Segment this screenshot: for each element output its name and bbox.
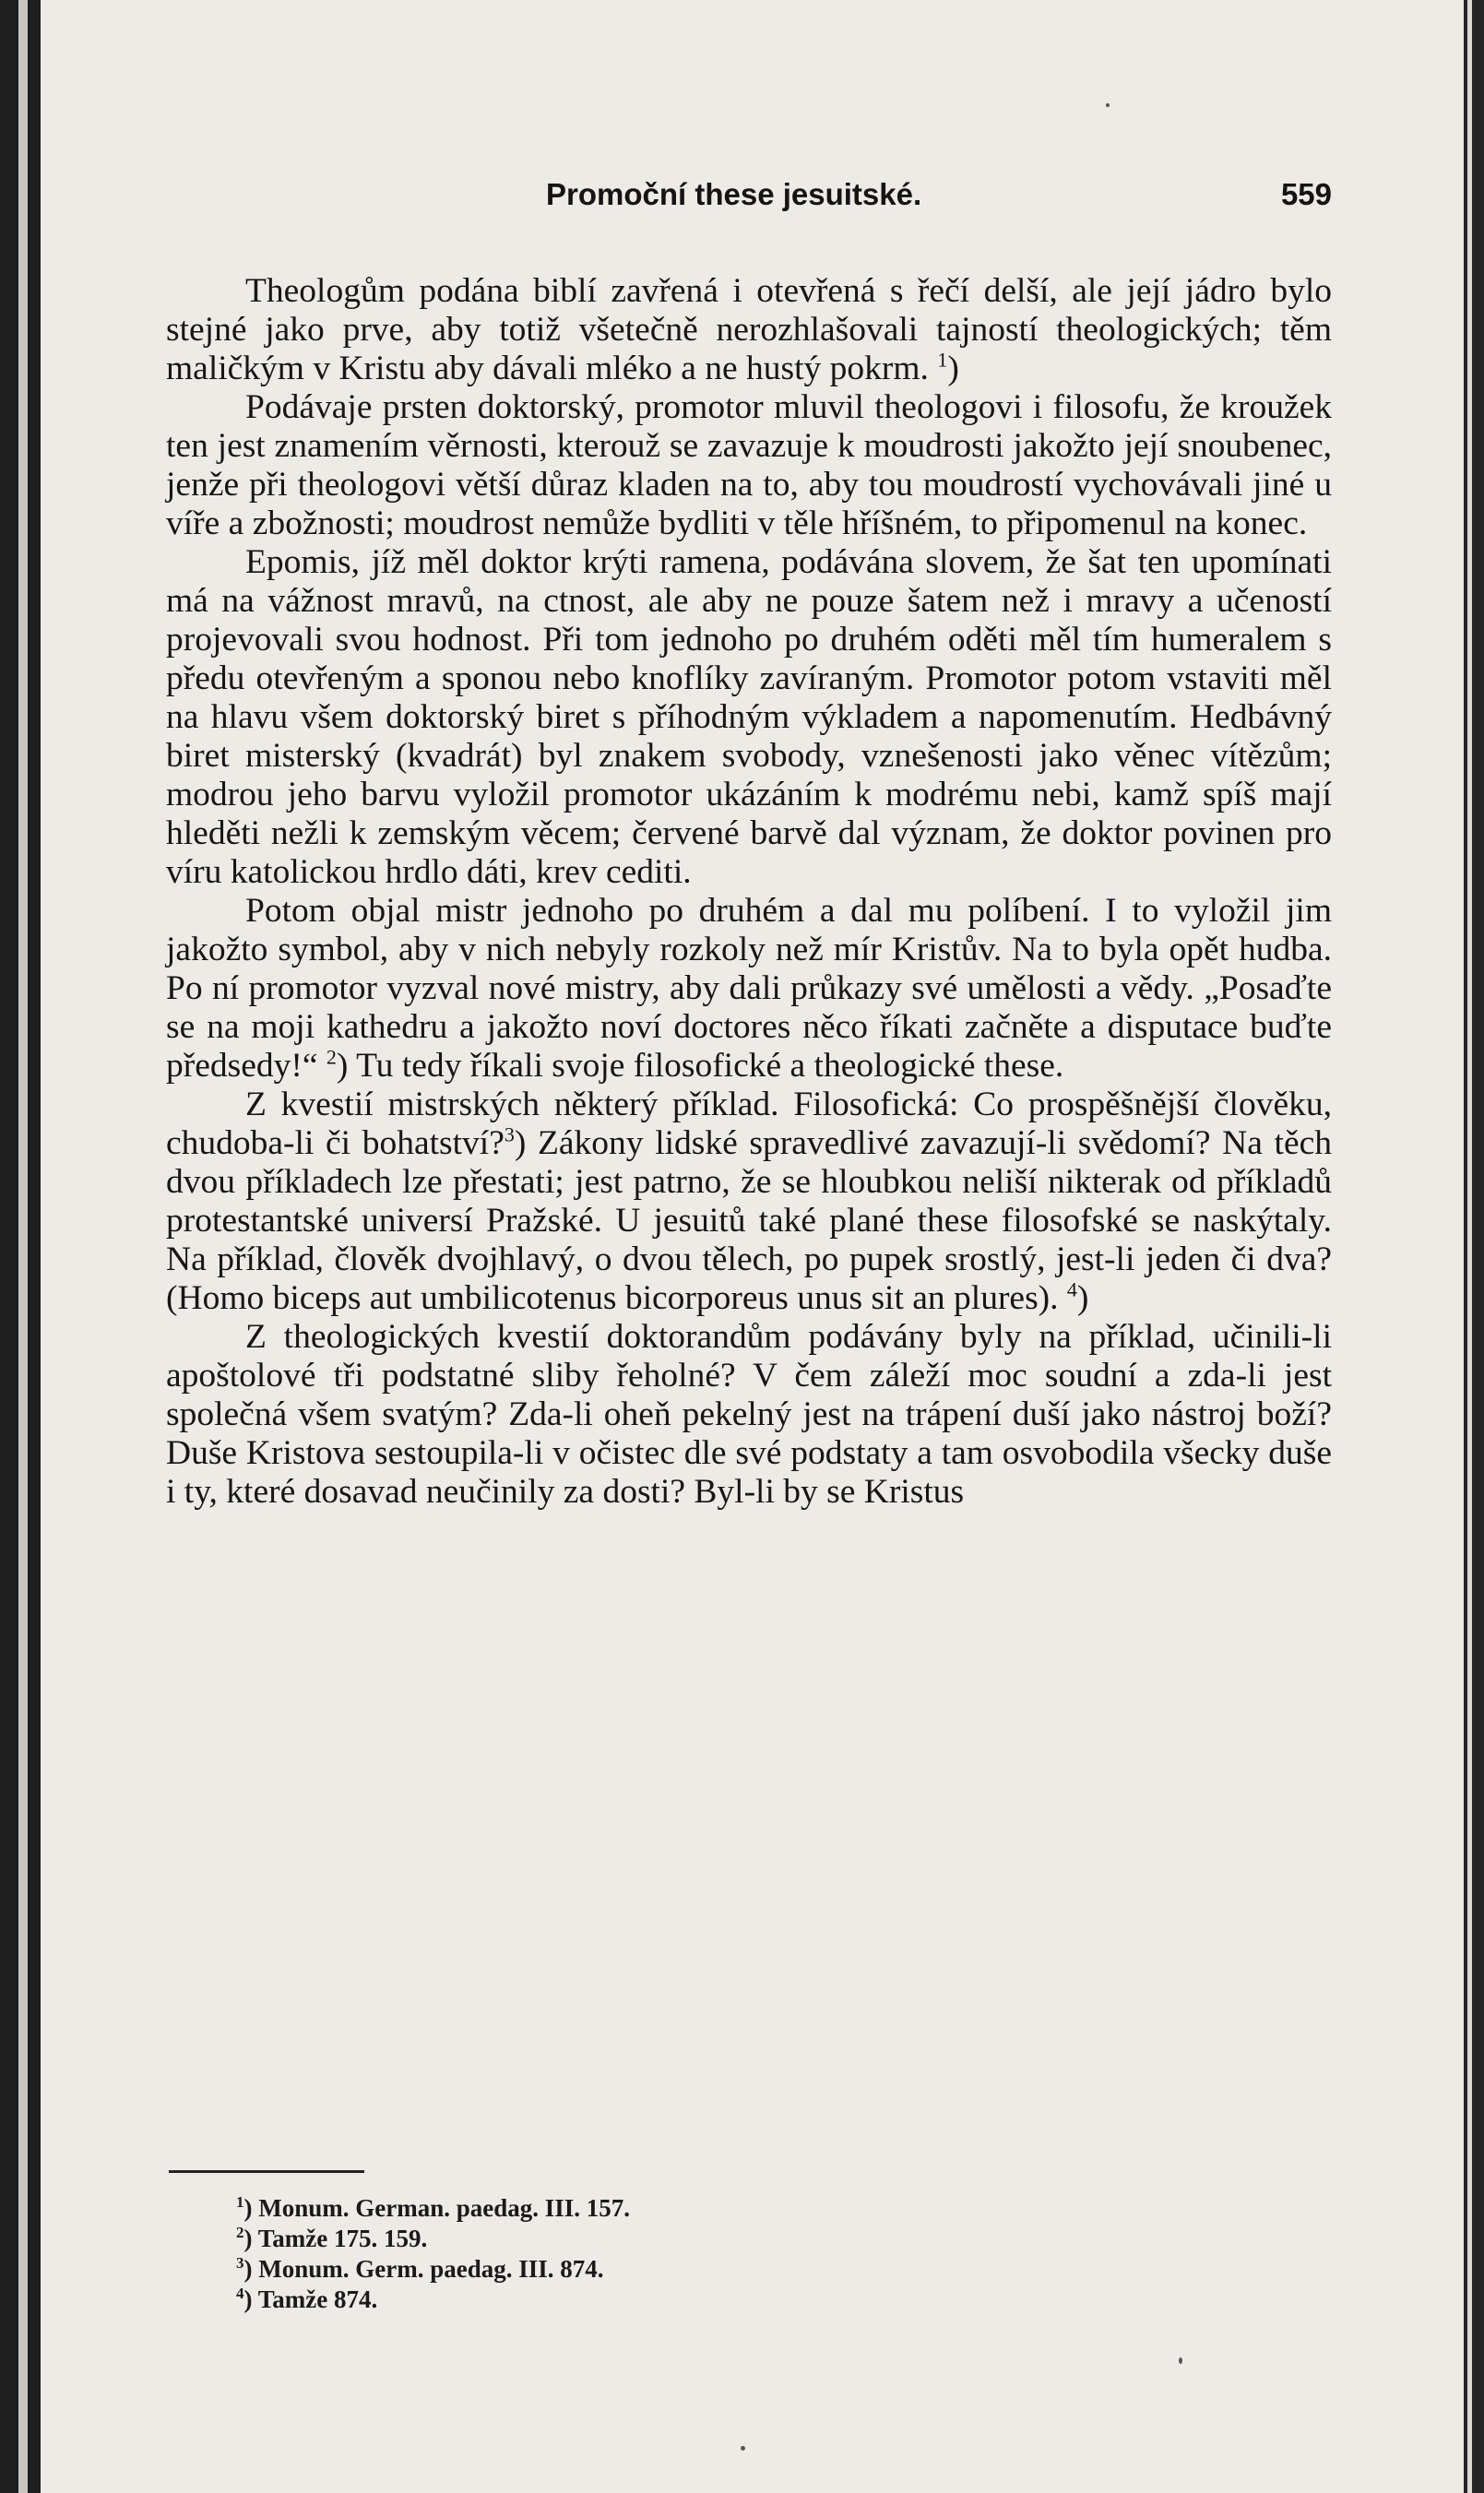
paragraph bbox=[166, 543, 1332, 892]
footnote bbox=[236, 2285, 1158, 2315]
footnote bbox=[236, 2254, 1158, 2285]
paragraph bbox=[166, 892, 1332, 1086]
paragraph-text: Z kvestií mistrských některý příklad. Filosofická: Co prospěšnější člověku, chudoba-li či bohatství? bbox=[166, 1086, 1332, 1162]
main-text bbox=[166, 272, 1332, 1512]
footnote-reference: 3 bbox=[504, 1122, 515, 1146]
paragraph-text: Z theologických kvestií doktorandům podávány byly na příklad, učinili-li apoštolové tři podstatné sliby řeholné? V čem záleží moc soudní a zda-li jest společná všem svatým? Zda-li oheň pekelný jest na trápení duší jako nástroj boží? Duše Kristova sestoupila-li v očistec dle své podstaty a tam osvobodila všecky duše i ty, které dosavad neučinily za dosti? Byl-li by se Kristus bbox=[166, 1318, 1332, 1511]
footnote-reference: 4 bbox=[1066, 1277, 1077, 1301]
footnote-mark: 3 bbox=[236, 2254, 244, 2272]
paragraph-text: Epomis, jíž měl doktor krýti ramena, podávána slovem, že šat ten upomínati má na vážnost mravů, na ctnost, ale aby ne pouze šatem než i mravy a učeností projevovali svou hodnost. Při tom jednoho po druhém oděti měl tím humeralem s předu otevřeným a sponou nebo knoflíky zavíraným. Promotor potom vstaviti měl na hlavu všem doktorský biret s příhodným výkladem a napomenutím. Hedbávný biret misterský (kvadrát) byl znakem svobody, vznešenosti jako věnec vítězům; modrou jeho barvu vyložil promotor ukázáním k modrému nebi, kamž spíš mají hleděti nežli k zemským věcem; červené barvě dal význam, že doktor povinen pro víru katolickou hrdlo dáti, krev ceditі. bbox=[166, 543, 1332, 891]
page-right-edge bbox=[1464, 0, 1484, 2493]
book-binding-edge bbox=[0, 0, 41, 2493]
paragraph bbox=[166, 1318, 1332, 1512]
print-speck bbox=[741, 2446, 745, 2451]
footnote-text: ) Tamže 874. bbox=[243, 2285, 378, 2313]
paragraph bbox=[166, 1086, 1332, 1318]
print-speck bbox=[1106, 103, 1110, 107]
footnote-mark: 2 bbox=[236, 2224, 244, 2241]
running-title: Promoční these jesuitské. bbox=[546, 177, 922, 211]
paragraph-text: Theologům podána biblí zavřená i otevřená s řečí delší, ale její jádro bylo stejné jako prve, aby totiž všetečně nerozhlašovali tajností theologických; těm maličkým v Kristu aby dávali mléko a ne hustý pokrm. bbox=[166, 272, 1332, 387]
footnote bbox=[236, 2193, 1158, 2224]
footnote-separator bbox=[169, 2170, 364, 2173]
footnote-text: ) Monum. German. paedag. III. 157. bbox=[243, 2194, 631, 2222]
footnote-mark: 1 bbox=[236, 2193, 244, 2211]
page-number: 559 bbox=[1280, 177, 1332, 211]
paragraph bbox=[166, 388, 1332, 543]
print-speck bbox=[1179, 2357, 1182, 2364]
footnote-text: ) Monum. Germ. paedag. III. 874. bbox=[243, 2255, 604, 2283]
paragraph-text: ) Zákony lidské spravedlivé zavazují-li svědomí? Na těch dvou příkladech lze přestati; jest patrno, že se hloubkou neliší nikterak od příkladů protestantské universí Pražské. U jesuitů také plané these filosofské se naskýtaly. Na příklad, člověk dvojhlavý, o dvou tělech, po pupek srostlý, jest-li jeden či dva? (Homo biceps aut umbilicotenus bicorporeus unus sit an plures). bbox=[166, 1124, 1332, 1317]
footnote-reference: 2 bbox=[326, 1045, 337, 1069]
paragraph-text: ) Tu tedy říkali svoje filosofické a theologické these. bbox=[336, 1047, 1064, 1085]
paragraph bbox=[166, 272, 1332, 388]
paragraph-text: ) bbox=[947, 350, 959, 387]
paragraph-text: Potom objal mistr jednoho po druhém a dal mu políbení. I to vyložil jim jakožto symbol, aby v nich nebyly rozkoly než mír Kristův. Na to byla opět hudba. Po ní promotor vyzval nové mistry, aby dali průkazy své umělosti a vědy. „Posaďte se na moji kathedru a jakožto noví doctores něco říkati začněte a disputace buďte předsedy!“ bbox=[166, 892, 1332, 1085]
footnotes bbox=[236, 2193, 1158, 2315]
paragraph-text: ) bbox=[1076, 1279, 1089, 1317]
footnote-mark: 4 bbox=[236, 2285, 244, 2302]
footnote bbox=[236, 2224, 1158, 2254]
running-header bbox=[546, 177, 1332, 214]
footnote-reference: 1 bbox=[937, 348, 948, 372]
footnote-text: ) Tamže 175. 159. bbox=[243, 2225, 428, 2252]
paragraph-text: Podávaje prsten doktorský, promotor mluvil theologovi i filosofu, že kroužek ten jest znamením věrnosti, kterouž se zavazuje k moudrosti jakožto její snoubenec, jenže při theologovi větší důraz kladen na to, aby tou moudrostí vychovávali jiné u víře a zbožnosti; moudrost nemůže bydliti v těle hříšném, to připomenul na konec. bbox=[166, 388, 1332, 542]
